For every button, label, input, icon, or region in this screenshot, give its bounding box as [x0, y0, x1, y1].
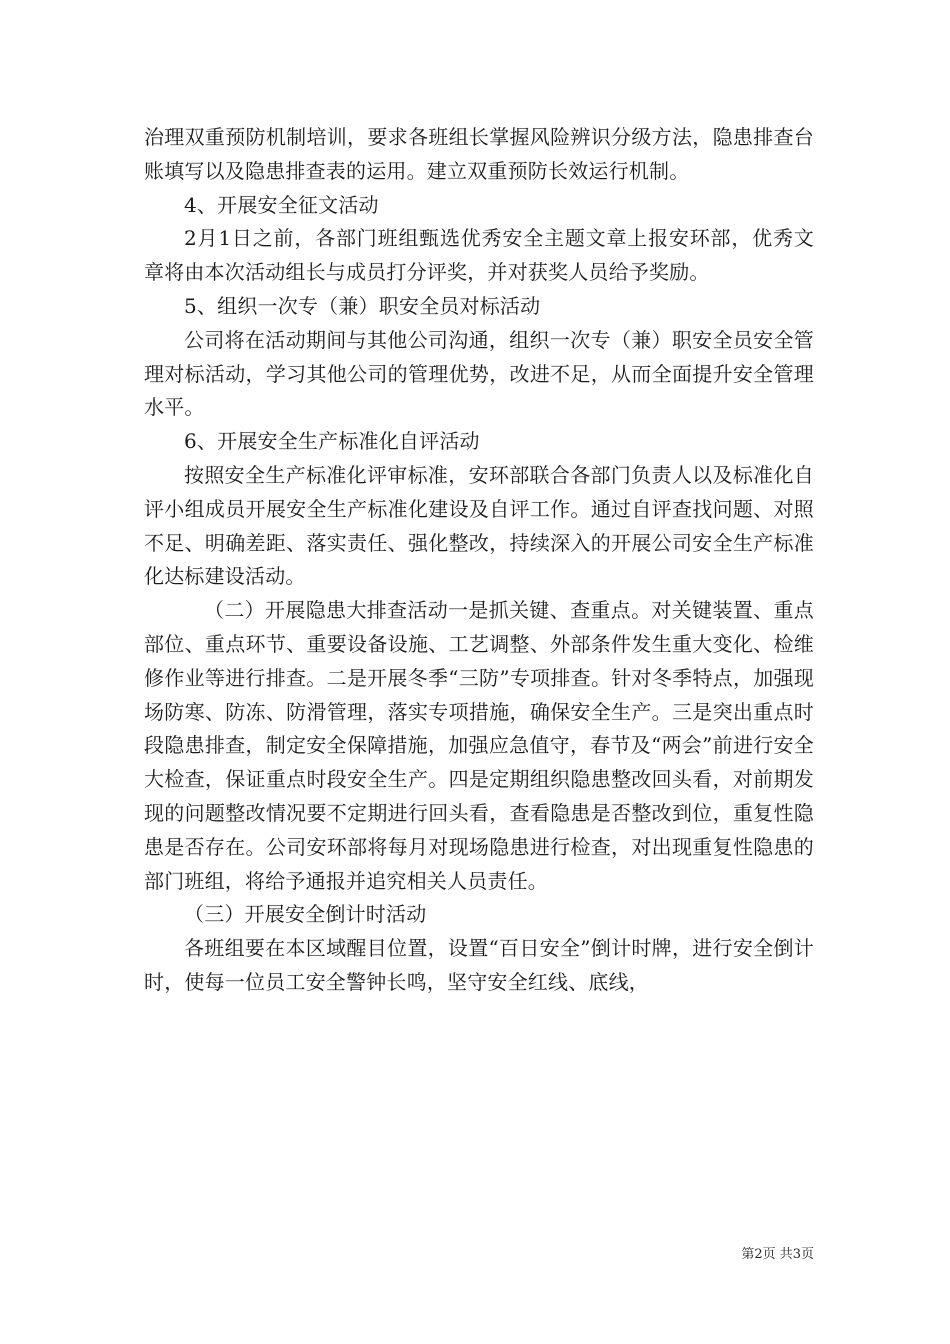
paragraph-essay-activity: 2月1日之前，各部门班组甄选优秀安全主题文章上报安环部，优秀文章将由本次活动组长与成员打分评奖，并对获奖人员给予奖励。	[144, 226, 814, 285]
heading-essay-activity: 4、开展安全征文活动	[184, 192, 379, 217]
paragraph-hazard-inspection: （二）开展隐患大排查活动一是抓关键、查重点。对关键装置、重点部位、重点环节、重要设备设施、工艺调整、外部条件发生重大变化、检维修作业等进行排查。二是开展冬季“三防”专项排查。针对冬季特点，加强现场防寒、防冻、防滑管理，落实专项措施，确保安全生产。三是突出重点时段隐患排查，制定安全保障措施，加强应急值守，春节及“两会”前进行安全大检查，保证重点时段安全生产。四是定期组织隐患整改回头看，对前期发现的问题整改情况要不定期进行回头看，查看隐患是否整改到位，重复性隐患是否存在。公司安环部将每月对现场隐患进行检查，对出现重复性隐患的部门班组，将给予通报并追究相关人员责任。	[144, 598, 814, 893]
heading-benchmark-activity: 5、组织一次专（兼）职安全员对标活动	[184, 293, 541, 318]
paragraph-self-assessment: 按照安全生产标准化评审标准，安环部联合各部门负责人以及标准化自评小组成员开展安全生产标准化建设及自评工作。通过自评查找问题、对照不足、明确差距、落实责任、强化整改，持续深入的开展公司安全生产标准化达标建设活动。	[144, 462, 814, 589]
page-number-footer: 第2页 共3页	[741, 1247, 814, 1262]
paragraph-continued-training: 治理双重预防机制培训，要求各班组长掌握风险辨识分级方法，隐患排查台账填写以及隐患排查表的运用。建立双重预防长效运行机制。	[144, 125, 814, 183]
heading-self-assessment: 6、开展安全生产标准化自评活动	[184, 429, 480, 454]
document-body	[144, 121, 814, 1000]
heading-countdown-activity: （三）开展安全倒计时活动	[184, 902, 427, 927]
paragraph-benchmark-activity: 公司将在活动期间与其他公司沟通，组织一次专（兼）职安全员安全管理对标活动，学习其他公司的管理优势，改进不足，从而全面提升安全管理水平。	[144, 327, 814, 420]
paragraph-countdown-activity: 各班组要在本区域醒目位置，设置“百日安全”倒计时牌，进行安全倒计时，使每一位员工安全警钟长鸣，坚守安全红线、底线，	[144, 936, 814, 994]
